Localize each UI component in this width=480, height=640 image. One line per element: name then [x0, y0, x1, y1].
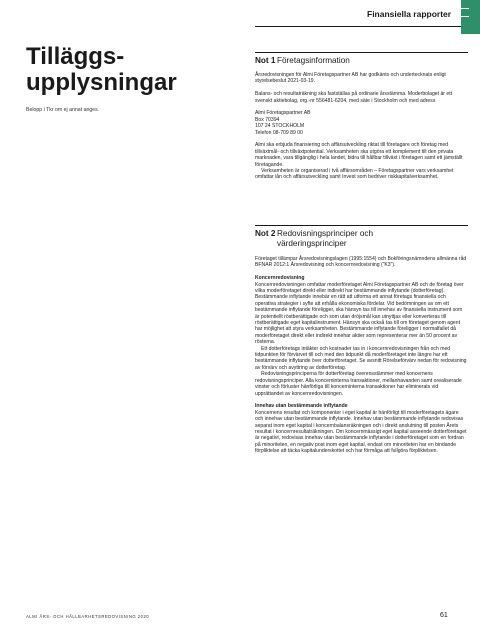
paragraph: Redovisningsprinciperna för dotterföretag överensstämmer med koncernens redovisningsprinciper. Alla koncerninterna transaktioner, mellanhavanden samt orealiserade vinster och förluster hänförliga till koncerninterna transaktioner har eliminerats vid upprättandet av koncernredovisningen. [255, 371, 462, 397]
note-title [277, 229, 373, 248]
footer-publication: ALMI ÅRS- OCH HÅLLBARHETSREDOVISNING 2020 [26, 614, 150, 619]
address-line: Telefon 08-709 89 00 [255, 129, 303, 136]
corner-accent-notch [461, 16, 469, 17]
note-title-line: Redovisningsprinciper och [277, 229, 374, 238]
section-title: Finansiella rapporter [367, 9, 452, 19]
paragraph: Företaget tillämpar Årsredovisningslagen (1995:1554) och Bokföringsnämndens allmänna råd BFNAR 2012:1 Årsredovisning och koncernredovisning (”K3”). [255, 256, 467, 269]
paragraph: Koncernens resultat och komponenter i eget kapital är hänförligt till moderföretagets ägare och innehav utan bestämmande inflytande. Innehav utan bestämmande inflytande redovisas separat inom eget kapital i koncernbalansräkningen och i direkt anslutning till posten Årets resultat i koncernresultaträkningen. Om koncernmässigt eget kapital avseende dotterföretaget är negativt, redovisas innehav utan bestämmande inflytande i dotterföretaget som en fordran på minoriteten, en negativ post inom eget kapital, endast om minoriteten har en bindande förpliktelse att täcka kapitalunderskottet och har förmåga att fullgöra förpliktelsen. [255, 409, 467, 455]
note-1-body [255, 72, 468, 181]
note-title-line: värderingsprinciper [277, 238, 347, 248]
note-2-heading [255, 229, 468, 248]
corner-accent-mark [461, 0, 480, 34]
note-number: Not 2 [255, 229, 276, 238]
note-divider [255, 52, 468, 53]
corner-accent-notch [461, 8, 469, 9]
subheading: Innehav utan bestämmande inflytande [255, 403, 348, 410]
address-line: 107 24 STOCKHOLM [255, 123, 305, 130]
subheading: Koncernredovisning [255, 275, 305, 282]
paragraph: Almi ska erbjuda finansiering och affärsutveckling riktat till företagare och företag med tillväxtmål- och tillväxtpotential. Verksamheten ska utgöra ett komplement till den privata marknaden, vara tillgänglig i hela landet, bidra till hållbar tillväxt i företagen samt ett jämställt företagande. [255, 142, 463, 168]
amount-note: Belopp i Tkr om ej annat anges. [26, 107, 100, 113]
paragraph: Årsredovisningen för Almi Företagspartner AB har godkänts och undertecknats enligt styrelsebeslut 2021-03-19. [255, 72, 446, 85]
paragraph: Koncernredovisningen omfattar moderföretaget Almi Företagspartner AB och de företag över vilka moderföretaget direkt eller indirekt har bestämmande inflytande (dotterföretag). Bestämmande inflytande innebär en rätt att utforma ett annat företags finansiella och operativa strategier i syfte att erhålla ekonomiska fördelar. Vid bedömningen av om ett bestämmande inflytande föreligger, ska hänsyn tas till innehav av finansiella instrument som är potentiellt röstberättigade och som utan dröjsmål kan utnyttjas eller konverteras till röstberättigade eget kapitalinstrument. Hänsyn ska också tas till om företaget genom agent har möjlighet att styra verksamheten. Bestämmande inflytande föreligger i normalfallet då moderföretaget direkt eller indirekt innehar aktier som representerar mer än 50 procent av rösterna. [255, 281, 464, 346]
company-address [255, 110, 468, 136]
page-title [26, 44, 226, 96]
note-number: Not 1 [255, 56, 276, 65]
header-divider [255, 26, 468, 27]
note-2-body [255, 256, 468, 455]
page-title-line: upplysningar [26, 69, 177, 96]
address-line: Almi Företagspartner AB [255, 110, 311, 117]
page-title-line: Tilläggs- [26, 43, 125, 70]
note-title: Företagsinformation [277, 56, 350, 65]
note-1-heading [255, 56, 468, 66]
paragraph: Ett dotterföretags intäkter och kostnader tas in i koncernredovisningen från och med tidpunkten för förvärvet till och med den tidpunkt då moderföretaget inte längre har ett bestämmande inflytande över dotterföretaget. Se avsnitt Rörelseförvärv nedan för redovisning av förvärv och avyttring av dotterföretag. [255, 345, 467, 371]
note-divider [255, 225, 468, 226]
page-number: 61 [440, 612, 448, 619]
paragraph: Verksamheten är organiserad i två affärsområden – Företagspartner vars verksamhet omfattar lån och affärsutveckling samt Invest som bedriver riskkapitalverksamhet. [255, 168, 454, 181]
paragraph: Balans- och resultaträkning ska fastställas på ordinarie årsstämma. Moderbolaget är ett svenskt aktiebolag, org.-nr 556481-6204, med säte i Stockholm och med adress [255, 91, 453, 104]
address-line: Box 70394 [255, 116, 280, 123]
